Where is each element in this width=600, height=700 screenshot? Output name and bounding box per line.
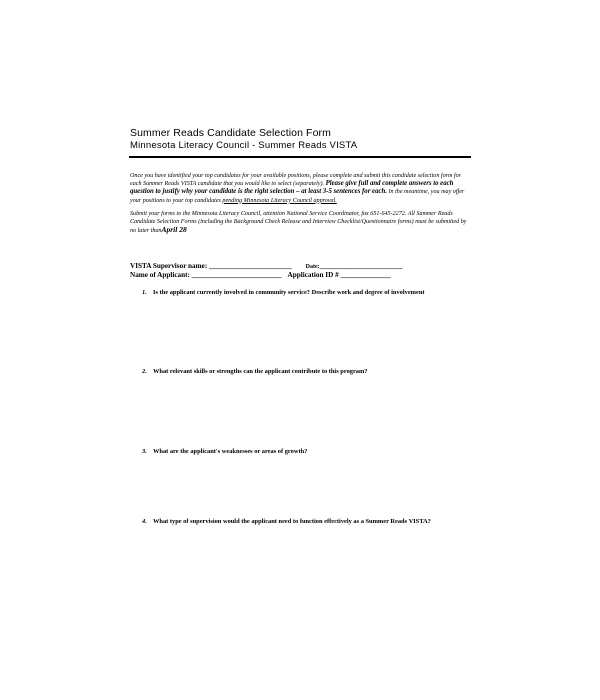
question-text: What relevant skills or strengths can the applicant contribute to this program? (153, 368, 368, 375)
title-divider (129, 156, 471, 158)
question-2 (142, 367, 472, 376)
application-id-field[interactable]: Application ID # ______________ (287, 271, 391, 279)
date-label: Date: (305, 264, 320, 270)
supervisor-row (130, 262, 402, 270)
submission-text: Submit your forms to the Minnesota Literacy Council, attention National Service Coordinator, fax 651-645-2272. All Summer Reads Candidate Selection Forms (including the Background Check Release and Interview Checklist/Questionnaire forms) must be submitted by no later than (130, 210, 467, 235)
question-number: 4. (142, 518, 147, 525)
submission-deadline: April 28 (161, 225, 187, 235)
form-subtitle: Minnesota Literacy Council - Summer Reads VISTA (130, 140, 358, 151)
question-3 (142, 447, 472, 456)
instructions-underline: pending Minnesota Literacy Council approval. (222, 197, 337, 204)
form-title: Summer Reads Candidate Selection Form (130, 127, 331, 139)
question-1 (142, 288, 472, 297)
instructions-text-1: Once you have identified your top candidates for your available positions, please complete and submit this candidate selection form for each Summer Reads VISTA candidate that you would like to select (separately). (130, 173, 462, 188)
question-4 (142, 517, 472, 526)
question-text: What type of supervision would the applicant need to function effectively as a Summer Reads VISTA? (153, 518, 431, 525)
applicant-row (130, 271, 391, 279)
supervisor-name-field[interactable]: VISTA Supervisor name: _______________________ (130, 262, 292, 270)
instructions-emphasis: Please give full and complete answers to each question to justify why your candidate is the right selection – at least 3-5 sentences for each. (130, 180, 454, 196)
question-text: What are the applicant's weaknesses or areas of growth? (153, 448, 308, 455)
instructions-paragraph-1 (130, 172, 470, 205)
date-field[interactable]: _______________________ (319, 262, 403, 270)
instructions-text-2: In the meantime, you may offer your positions to your top candidates (130, 189, 465, 204)
instructions-paragraph-2 (130, 210, 470, 236)
question-number: 3. (142, 448, 147, 455)
applicant-name-field[interactable]: Name of Applicant: _________________________ (130, 271, 282, 279)
question-number: 1. (142, 289, 147, 296)
instructions-block (130, 172, 470, 240)
question-text: Is the applicant currently involved in community service? Describe work and degree of involvement (153, 289, 425, 296)
question-number: 2. (142, 368, 147, 375)
